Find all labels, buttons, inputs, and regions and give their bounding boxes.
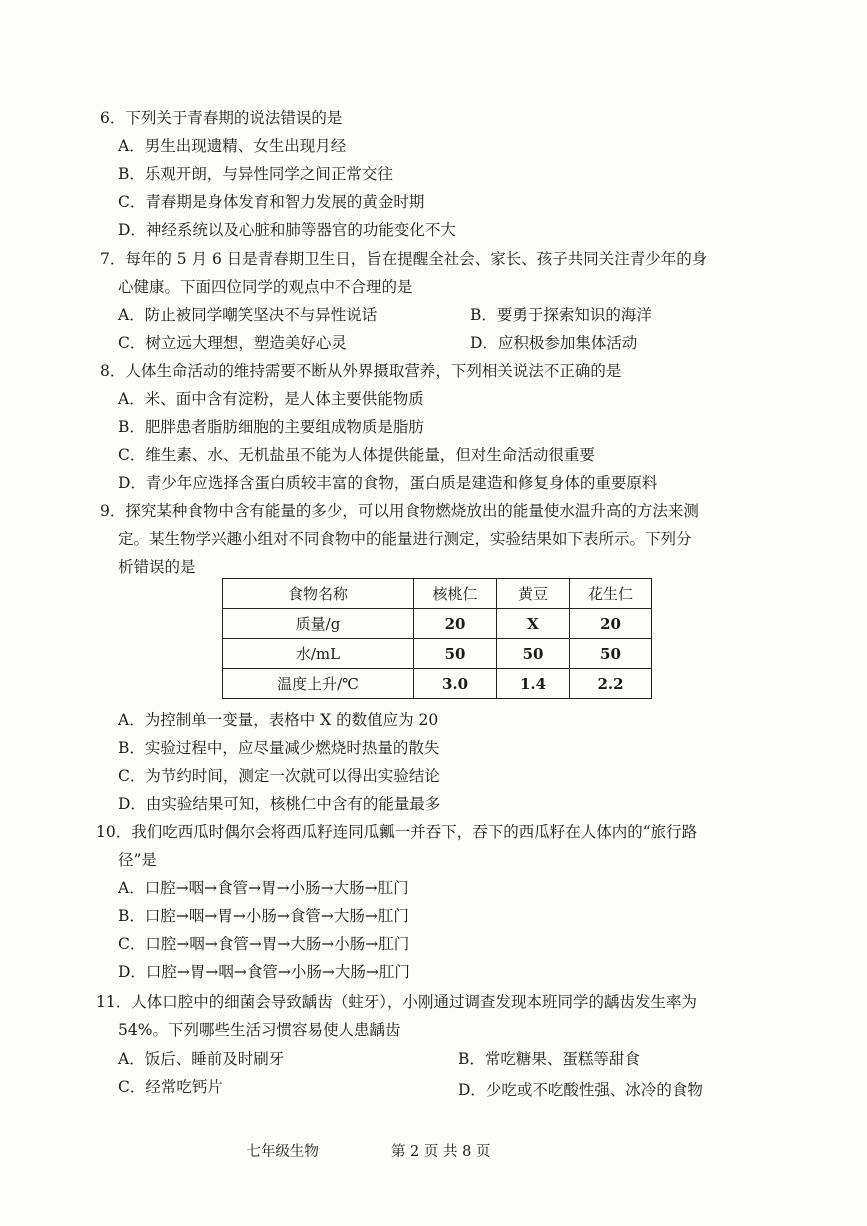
stem-text: 每年的 5 月 6 日是青春期卫生日，旨在提醒全社会、家长、孩子共同关注青少年的身	[125, 250, 708, 268]
question-11	[96, 988, 786, 1016]
option-b: B．口腔→咽→胃→小肠→食管→大肠→肛门	[118, 907, 409, 925]
option-b: B．肥胖患者脂肪细胞的主要组成物质是脂肪	[118, 418, 424, 436]
table-cell: 20	[414, 609, 497, 639]
table-header-cell: 黄豆	[497, 579, 570, 609]
option-c: C．口腔→咽→食管→胃→大肠→小肠→肛门	[118, 935, 410, 953]
question-stem	[96, 818, 786, 846]
table-header-row	[223, 579, 652, 609]
option-a: A．米、面中含有淀粉，是人体主要供能物质	[118, 390, 424, 408]
stem-text: 我们吃西瓜时偶尔会将西瓜籽连同瓜瓤一并吞下，吞下的西瓜籽在人体内的“旅行路	[131, 823, 698, 841]
option-c: C．维生素、水、无机盐虽不能为人体提供能量，但对生命活动很重要	[118, 446, 595, 464]
option-c: C．树立远大理想，塑造美好心灵	[118, 334, 347, 352]
option-d: D．少吃或不吃酸性强、冰冷的食物	[458, 1081, 703, 1099]
table-cell: 50	[414, 639, 497, 669]
table-header-cell: 核桃仁	[414, 579, 497, 609]
question-6	[100, 104, 790, 132]
option-c: C．青春期是身体发育和智力发展的黄金时期	[118, 193, 425, 211]
footer-subject: 七年级生物	[246, 1144, 319, 1160]
stem-continuation: 析错误的是	[118, 558, 196, 576]
question-8	[100, 357, 790, 385]
option-b: B．要勇于探索知识的海洋	[470, 306, 652, 324]
option-b: B．常吃糖果、蛋糕等甜食	[458, 1050, 640, 1068]
option-a: A．口腔→咽→食管→胃→小肠→大肠→肛门	[118, 879, 409, 897]
option-d: D．神经系统以及心脏和肺等器官的功能变化不大	[118, 221, 456, 239]
table-cell: 3.0	[414, 669, 497, 699]
option-c: C．为节约时间，测定一次就可以得出实验结论	[118, 767, 440, 785]
stem-text: 探究某种食物中含有能量的多少，可以用食物燃烧放出的能量使水温升高的方法来测	[125, 502, 699, 520]
table-cell: 50	[570, 639, 652, 669]
option-d: D．由实验结果可知，核桃仁中含有的能量最多	[118, 795, 441, 813]
option-b: B．实验过程中，应尽量减少燃烧时热量的散失	[118, 739, 440, 757]
question-number: 10．	[96, 823, 132, 841]
stem-continuation: 心健康。下面四位同学的观点中不合理的是	[118, 278, 413, 296]
table-header-cell: 食物名称	[223, 579, 414, 609]
question-number: 7．	[100, 250, 126, 268]
stem-text: 人体口腔中的细菌会导致龋齿（蛀牙），小刚通过调查发现本班同学的龋齿发生率为	[131, 993, 697, 1011]
option-a: A．男生出现遗精、女生出现月经	[118, 137, 347, 155]
footer-page-number: 第 2 页 共 8 页	[390, 1144, 491, 1160]
page-footer	[228, 1124, 490, 1177]
table-cell: 20	[570, 609, 652, 639]
question-7	[100, 245, 790, 273]
table-header-cell: 花生仁	[570, 579, 652, 609]
table-row	[223, 609, 652, 639]
option-d: D．口腔→胃→咽→食管→小肠→大肠→肛门	[118, 963, 410, 981]
stem-text: 下列关于青春期的说法错误的是	[125, 109, 343, 127]
food-energy-table	[222, 578, 652, 699]
question-stem	[96, 988, 786, 1016]
question-10	[96, 818, 786, 846]
question-stem	[100, 245, 790, 273]
table-cell: X	[497, 609, 570, 639]
option-b: B．乐观开朗，与异性同学之间正常交往	[118, 165, 393, 183]
stem-continuation: 54%。下列哪些生活习惯容易使人患龋齿	[118, 1021, 401, 1039]
question-number: 8．	[100, 362, 126, 380]
question-stem	[100, 104, 790, 132]
table-cell: 质量/g	[223, 609, 414, 639]
question-number: 9．	[100, 502, 126, 520]
question-number: 6．	[100, 109, 126, 127]
option-c: C．经常吃钙片	[118, 1078, 223, 1096]
question-stem	[100, 497, 790, 525]
option-a: A．为控制单一变量，表格中 X 的数值应为 20	[118, 711, 439, 729]
table-row	[223, 639, 652, 669]
table-cell: 温度上升/℃	[223, 669, 414, 699]
option-d: D．青少年应选择含蛋白质较丰富的食物，蛋白质是建造和修复身体的重要原料	[118, 474, 658, 492]
table-cell: 50	[497, 639, 570, 669]
stem-text: 人体生命活动的维持需要不断从外界摄取营养，下列相关说法不正确的是	[125, 362, 622, 380]
question-stem	[100, 357, 790, 385]
table-cell: 1.4	[497, 669, 570, 699]
table-cell: 2.2	[570, 669, 652, 699]
stem-continuation: 径”是	[118, 851, 157, 869]
table-row	[223, 669, 652, 699]
question-9	[100, 497, 790, 525]
option-a: A．饭后、睡前及时刷牙	[118, 1050, 285, 1068]
question-number: 11．	[96, 993, 132, 1011]
stem-continuation: 定。某生物学兴趣小组对不同食物中的能量进行测定，实验结果如下表所示。下列分	[118, 530, 692, 548]
table-cell: 水/mL	[223, 639, 414, 669]
option-d: D．应积极参加集体活动	[470, 334, 638, 352]
option-a: A．防止被同学嘲笑坚决不与异性说话	[118, 306, 378, 324]
